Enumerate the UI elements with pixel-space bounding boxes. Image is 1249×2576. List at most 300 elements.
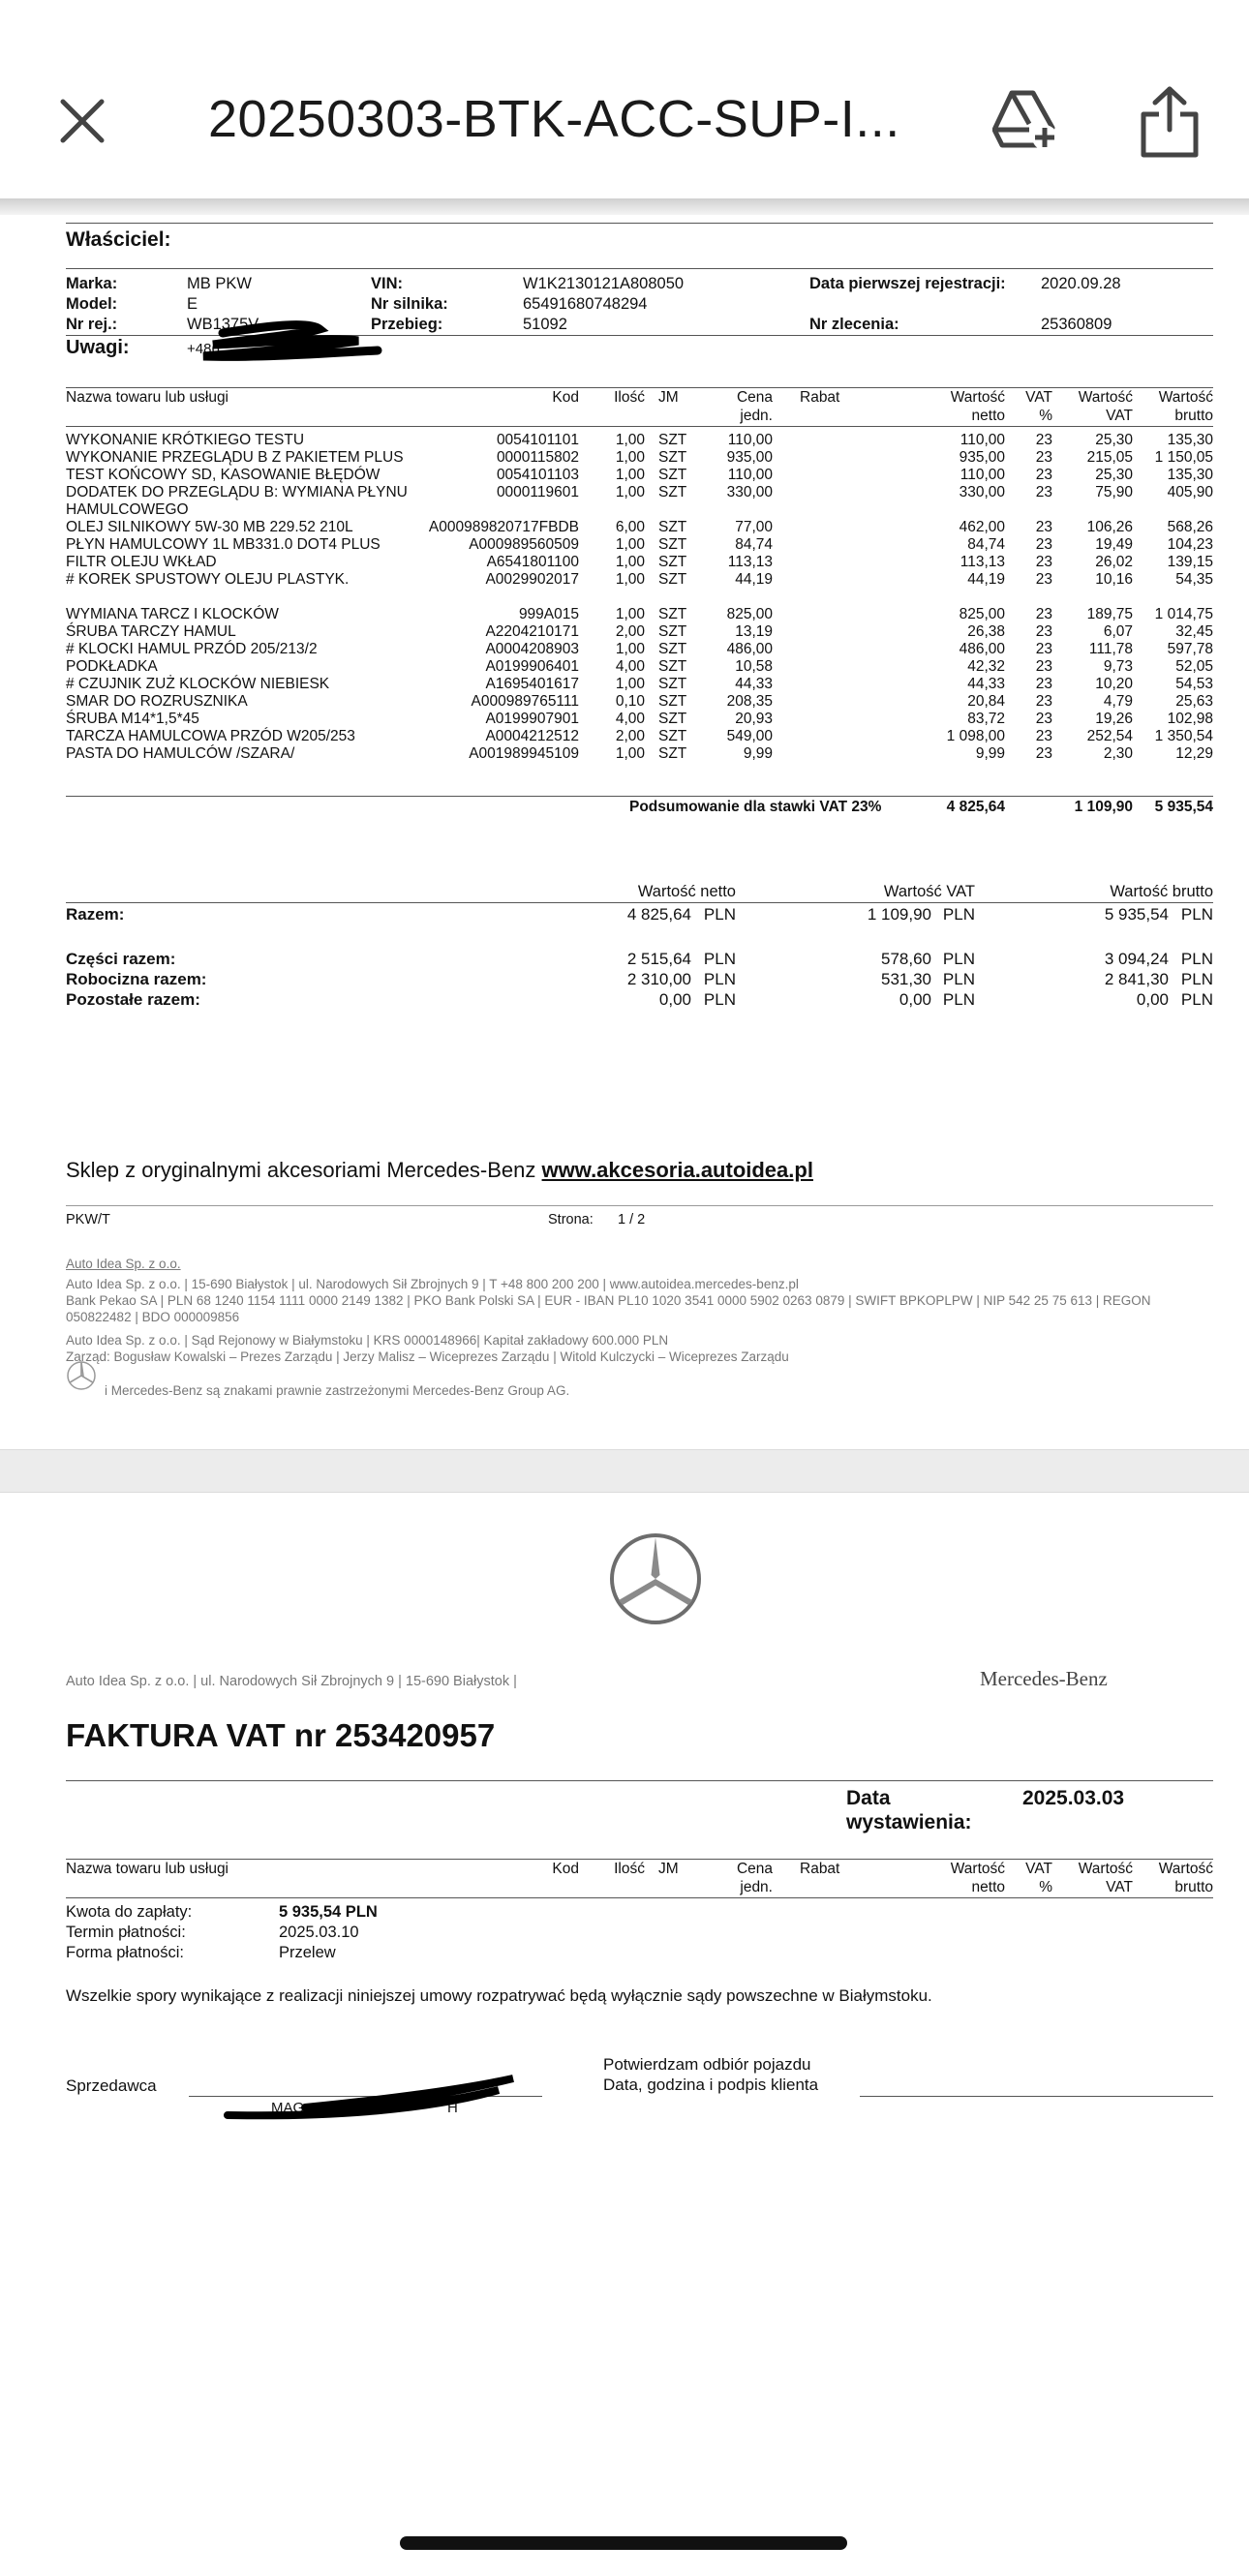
totals-netto-currency: PLN: [703, 950, 736, 968]
cell-jm: SZT: [658, 658, 687, 675]
cell-netto: 9,99: [975, 745, 1005, 762]
totals-netto: 2 515,64: [626, 950, 691, 968]
cell-netto: 935,00: [959, 449, 1005, 466]
table-row: [0, 536, 1249, 554]
cell-wvat: 10,16: [1095, 571, 1133, 588]
cell-kod: A000989765111: [471, 693, 579, 710]
app-bar: [0, 0, 1249, 203]
cell-wvat: 19,26: [1095, 711, 1133, 727]
disputes-clause: Wszelkie spory wynikające z realizacji niniejszej umowy rozpatrywać będą wyłącznie sądy powszechne w Białymstoku.: [66, 1986, 932, 2005]
vat-summary-label: Podsumowanie dla stawki VAT 23%: [629, 799, 882, 815]
header-netto-2: netto: [971, 1879, 1005, 1895]
totals-header-netto: Wartość netto: [637, 883, 736, 900]
cell-ilosc: 0,10: [615, 693, 645, 710]
cell-netto: 110,00: [960, 467, 1005, 483]
redaction-scribble: [218, 2071, 528, 2121]
cell-ilosc: 1,00: [615, 606, 645, 622]
cell-name: # KLOCKI HAMUL PRZÓD 205/213/2: [66, 641, 318, 657]
model-label: Model:: [66, 295, 118, 313]
cell-jm: SZT: [658, 676, 687, 692]
mercedes-logo-icon: [608, 1531, 703, 1626]
page-separator: [0, 1449, 1249, 1493]
cell-vat: 23: [1035, 519, 1052, 535]
footer-line: Zarząd: Bogusław Kowalski – Prezes Zarządu | Jerzy Malisz – Wiceprezes Zarządu | Witold Kulczycki – Wiceprezes Zarządu: [66, 1349, 789, 1364]
footer-line: Bank Pekao SA | PLN 68 1240 1154 1111 0000 2149 1382 | PKO Bank Polski SA | EUR - IBAN PL10 1020 3541 0000 5902 0263 0879 | SWIFT BPKOPLPW | NIP 542 25 75 613 | REGON: [66, 1293, 1151, 1308]
cell-brutto: 54,53: [1175, 676, 1213, 692]
header-name: Nazwa towaru lub usługi: [66, 389, 229, 406]
table-row: [0, 606, 1249, 623]
cell-kod: 0000115802: [496, 449, 579, 466]
divider: [66, 796, 1213, 797]
add-to-drive-icon[interactable]: [992, 85, 1060, 153]
header-brutto: Wartość: [1158, 389, 1213, 406]
engine-number-value: 65491680748294: [523, 295, 648, 313]
cell-vat: 23: [1035, 641, 1052, 657]
cell-kod: 0054101101: [496, 432, 579, 448]
cell-netto: 42,32: [967, 658, 1005, 675]
cell-cena: 110,00: [727, 467, 773, 483]
totals-brutto: 3 094,24: [1104, 950, 1169, 968]
totals-label: Razem:: [66, 905, 125, 924]
cell-wvat: 215,05: [1086, 449, 1133, 466]
cell-name: ŚRUBA M14*1,5*45: [66, 711, 199, 727]
cell-cena: 44,33: [735, 676, 773, 692]
cell-netto: 1 098,00: [946, 728, 1005, 744]
cell-netto: 462,00: [959, 519, 1005, 535]
cell-vat: 23: [1035, 711, 1052, 727]
document-title: 20250303-BTK-ACC-SUP-I...: [208, 90, 900, 148]
registration-plate-label: Nr rej.:: [66, 316, 118, 333]
header-kod: Kod: [552, 389, 579, 406]
totals-header-brutto: Wartość brutto: [1110, 883, 1213, 900]
cell-wvat: 10,20: [1095, 676, 1133, 692]
cell-name: WYKONANIE PRZEGLĄDU B Z PAKIETEM PLUS: [66, 449, 404, 466]
cell-brutto: 568,26: [1167, 519, 1213, 535]
divider: [66, 426, 1213, 427]
cell-cena: 13,19: [735, 623, 773, 640]
totals-vat: 0,00: [899, 990, 931, 1009]
table-row: [0, 484, 1249, 501]
cell-kod: 0054101103: [496, 467, 579, 483]
remarks-label: Uwagi:: [66, 337, 130, 358]
cell-vat: 23: [1035, 571, 1052, 588]
table-header: [0, 389, 1249, 407]
cell-netto: 84,74: [967, 536, 1005, 553]
cell-name-continued: HAMULCOWEGO: [66, 501, 189, 518]
vat-summary-row: [0, 799, 1249, 816]
cell-vat: 23: [1035, 745, 1052, 762]
cell-vat: 23: [1035, 467, 1052, 483]
totals-vat: 578,60: [881, 950, 931, 968]
cell-cena: 549,00: [726, 728, 773, 744]
totals-brutto-currency: PLN: [1180, 970, 1213, 988]
header-ilosc: Ilość: [614, 1861, 645, 1877]
home-indicator[interactable]: [400, 2536, 847, 2550]
header-wvat-2: VAT: [1106, 1879, 1133, 1895]
cell-kod: 0000119601: [496, 484, 579, 500]
cell-kod: A0029902017: [485, 571, 579, 588]
cell-brutto: 139,15: [1167, 554, 1213, 570]
footer-line: Auto Idea Sp. z o.o. | Sąd Rejonowy w Białymstoku | KRS 0000148966| Kapitał zakładowy 600.000 PLN: [66, 1333, 669, 1348]
cell-brutto: 52,05: [1175, 658, 1213, 675]
engine-number-label: Nr silnika:: [371, 295, 448, 313]
header-vat: VAT: [1025, 1861, 1052, 1877]
totals-netto: 4 825,64: [626, 905, 691, 924]
header-jm: JM: [658, 1861, 679, 1877]
invoice-page-2: [0, 1493, 1249, 2576]
cell-name: OLEJ SILNIKOWY 5W-30 MB 229.52 210L: [66, 519, 353, 535]
divider: [66, 268, 1213, 269]
cell-brutto: 12,29: [1175, 745, 1213, 762]
totals-brutto-currency: PLN: [1180, 905, 1213, 924]
confirmation-text-2: Data, godzina i podpis klienta: [603, 2076, 819, 2094]
table-row-continuation: [0, 501, 1249, 519]
header-rabat: Rabat: [800, 1861, 840, 1877]
cell-jm: SZT: [658, 519, 687, 535]
cell-cena: 110,00: [727, 432, 773, 448]
cell-brutto: 102,98: [1167, 711, 1213, 727]
header-netto: Wartość: [950, 389, 1005, 406]
cell-netto: 825,00: [959, 606, 1005, 622]
amount-due-value: 5 935,54 PLN: [279, 1903, 378, 1921]
header-brutto-2: brutto: [1174, 408, 1213, 424]
table-row: [0, 728, 1249, 745]
cell-jm: SZT: [658, 728, 687, 744]
cell-brutto: 405,90: [1167, 484, 1213, 500]
divider: [66, 1897, 1213, 1898]
cell-ilosc: 1,00: [615, 467, 645, 483]
header-wvat: Wartość: [1078, 1861, 1133, 1877]
table-row: [0, 432, 1249, 449]
header-wvat-2: VAT: [1106, 408, 1133, 424]
table-header: [0, 1861, 1249, 1878]
cell-vat: 23: [1035, 449, 1052, 466]
cell-cena: 9,99: [743, 745, 773, 762]
cell-name: # KOREK SPUSTOWY OLEJU PLASTYK.: [66, 571, 350, 588]
cell-jm: SZT: [658, 711, 687, 727]
client-signature-line: [860, 2096, 1213, 2097]
table-header-line2: [0, 408, 1249, 425]
footer-company: Auto Idea Sp. z o.o.: [66, 1257, 181, 1271]
cell-brutto: 32,45: [1175, 623, 1213, 640]
cell-kod: A000989560509: [469, 536, 579, 553]
cell-brutto: 597,78: [1167, 641, 1213, 657]
first-registration-value: 2020.09.28: [1041, 275, 1121, 292]
cell-jm: SZT: [658, 449, 687, 466]
cell-cena: 20,93: [735, 711, 773, 727]
cell-jm: SZT: [658, 536, 687, 553]
totals-brutto: 0,00: [1136, 990, 1169, 1009]
cell-ilosc: 1,00: [615, 449, 645, 466]
model-value: E: [187, 295, 198, 313]
marka-value: MB PKW: [187, 275, 252, 292]
order-number-label: Nr zlecenia:: [809, 316, 899, 333]
cell-name: PŁYN HAMULCOWY 1L MB331.0 DOT4 PLUS: [66, 536, 381, 553]
cell-ilosc: 1,00: [615, 676, 645, 692]
cell-ilosc: 1,00: [615, 571, 645, 588]
totals-brutto: 5 935,54: [1104, 905, 1169, 924]
issue-date-value: 2025.03.03: [1022, 1787, 1125, 1809]
divider: [66, 1859, 1213, 1860]
cell-ilosc: 4,00: [615, 711, 645, 727]
cell-netto: 83,72: [967, 711, 1005, 727]
cell-wvat: 252,54: [1086, 728, 1133, 744]
table-row: [0, 711, 1249, 728]
close-icon[interactable]: [53, 92, 111, 150]
totals-vat-currency: PLN: [942, 970, 975, 988]
cell-name: PODKŁADKA: [66, 658, 158, 675]
brand-wordmark: Mercedes-Benz: [980, 1667, 1108, 1690]
cell-kod: A6541801100: [486, 554, 579, 570]
divider: [66, 902, 1213, 903]
payment-method-value: Przelew: [279, 1944, 336, 1961]
header-kod: Kod: [552, 1861, 579, 1877]
cell-cena: 84,74: [735, 536, 773, 553]
cell-vat: 23: [1035, 536, 1052, 553]
cell-vat: 23: [1035, 554, 1052, 570]
totals-label: Robocizna razem:: [66, 970, 207, 988]
cell-netto: 486,00: [959, 641, 1005, 657]
cell-kod: A0199906401: [485, 658, 579, 675]
cell-vat: 23: [1035, 623, 1052, 640]
divider: [66, 223, 1213, 224]
cell-ilosc: 4,00: [615, 658, 645, 675]
cell-kod: A0004212512: [485, 728, 579, 744]
amount-due-label: Kwota do zapłaty:: [66, 1903, 193, 1921]
seller-name-end: H: [447, 2100, 458, 2116]
cell-ilosc: 2,00: [615, 623, 645, 640]
cell-cena: 330,00: [726, 484, 773, 500]
header-vat-2: %: [1039, 1879, 1052, 1895]
cell-kod: A0004208903: [485, 641, 579, 657]
header-vat-2: %: [1039, 408, 1052, 424]
cell-vat: 23: [1035, 693, 1052, 710]
totals-brutto-currency: PLN: [1180, 950, 1213, 968]
divider: [66, 1205, 1213, 1206]
first-registration-label: Data pierwszej rejestracji:: [809, 275, 1006, 292]
cell-brutto: 1 150,05: [1154, 449, 1213, 466]
cell-brutto: 54,35: [1175, 571, 1213, 588]
seller-label: Sprzedawca: [66, 2076, 157, 2095]
totals-label: Pozostałe razem:: [66, 990, 200, 1009]
remarks-value: +486: [187, 341, 220, 357]
cell-cena: 10,58: [735, 658, 773, 675]
order-number-value: 25360809: [1041, 316, 1112, 333]
cell-wvat: 2,30: [1103, 745, 1133, 762]
cell-brutto: 135,30: [1167, 467, 1213, 483]
cell-name: WYMIANA TARCZ I KLOCKÓW: [66, 606, 279, 622]
cell-jm: SZT: [658, 623, 687, 640]
cell-cena: 208,35: [726, 693, 773, 710]
cell-ilosc: 1,00: [615, 484, 645, 500]
cell-wvat: 75,90: [1095, 484, 1133, 500]
divider: [66, 1780, 1213, 1781]
totals-netto: 0,00: [658, 990, 691, 1009]
cell-ilosc: 6,00: [615, 519, 645, 535]
totals-brutto-currency: PLN: [1180, 990, 1213, 1009]
cell-vat: 23: [1035, 728, 1052, 744]
table-row: [0, 676, 1249, 693]
vat-summary-netto: 4 825,64: [946, 799, 1005, 815]
issue-date-label-2: wystawienia:: [846, 1811, 972, 1834]
cell-ilosc: 2,00: [615, 728, 645, 744]
cell-netto: 26,38: [967, 623, 1005, 640]
registration-plate-value: WB1375V: [187, 316, 259, 333]
vin-value: W1K2130121A808050: [523, 275, 685, 292]
cell-jm: SZT: [658, 484, 687, 500]
header-brutto-2: brutto: [1174, 1879, 1213, 1895]
header-brutto: Wartość: [1158, 1861, 1213, 1877]
cell-name: TEST KOŃCOWY SD, KASOWANIE BŁĘDÓW: [66, 467, 381, 483]
cell-cena: 113,13: [727, 554, 773, 570]
confirmation-text: Potwierdzam odbiór pojazdu: [603, 2055, 811, 2074]
cell-kod: A2204210171: [485, 623, 579, 640]
cell-netto: 110,00: [960, 432, 1005, 448]
cell-vat: 23: [1035, 484, 1052, 500]
header-ilosc: Ilość: [614, 389, 645, 406]
payment-deadline-value: 2025.03.10: [279, 1924, 359, 1941]
totals-vat-currency: PLN: [942, 950, 975, 968]
header-cena-2: jedn.: [740, 408, 773, 424]
table-row: [0, 554, 1249, 571]
footer-line: Auto Idea Sp. z o.o. | 15-690 Białystok | ul. Narodowych Sił Zbrojnych 9 | T +48 800 200 200 | www.autoidea.mercedes-benz.pl: [66, 1277, 799, 1291]
cell-brutto: 104,23: [1167, 536, 1213, 553]
header-cena: Cena: [736, 389, 773, 406]
totals-netto-currency: PLN: [703, 905, 736, 924]
cell-name: PASTA DO HAMULCÓW /SZARA/: [66, 745, 295, 762]
cell-wvat: 189,75: [1086, 606, 1133, 622]
issue-date-label: Data: [846, 1787, 891, 1809]
cell-cena: 486,00: [726, 641, 773, 657]
totals-label: Części razem:: [66, 950, 176, 968]
footer-line: 050822482 | BDO 000009856: [66, 1310, 240, 1324]
table-row: [0, 693, 1249, 711]
totals-netto-currency: PLN: [703, 970, 736, 988]
header-netto: Wartość: [950, 1861, 1005, 1877]
cell-brutto: 1 350,54: [1154, 728, 1213, 744]
invoice-title: FAKTURA VAT nr 253420957: [66, 1717, 496, 1753]
cell-cena: 77,00: [735, 519, 773, 535]
share-icon[interactable]: [1138, 85, 1202, 159]
cell-wvat: 9,73: [1103, 658, 1133, 675]
cell-netto: 113,13: [960, 554, 1005, 570]
header-jm: JM: [658, 389, 679, 406]
header-cena-2: jedn.: [740, 1879, 773, 1895]
header-wvat: Wartość: [1078, 389, 1133, 406]
page-label: Strona:: [548, 1212, 594, 1227]
table-header-line2: [0, 1879, 1249, 1896]
shop-text: [66, 1158, 813, 1183]
cell-wvat: 25,30: [1095, 432, 1133, 448]
cell-wvat: 26,02: [1095, 554, 1133, 570]
table-row: [0, 519, 1249, 536]
header-rabat: Rabat: [800, 389, 840, 406]
totals-vat-currency: PLN: [942, 990, 975, 1009]
cell-netto: 20,84: [967, 693, 1005, 710]
cell-kod: A0199907901: [485, 711, 579, 727]
payment-method-label: Forma płatności:: [66, 1944, 184, 1961]
cell-jm: SZT: [658, 432, 687, 448]
cell-jm: SZT: [658, 606, 687, 622]
cell-jm: SZT: [658, 554, 687, 570]
vin-label: VIN:: [371, 275, 403, 292]
totals-header-vat: Wartość VAT: [883, 883, 975, 900]
cell-jm: SZT: [658, 571, 687, 588]
cell-vat: 23: [1035, 676, 1052, 692]
table-row: [0, 449, 1249, 467]
mileage-value: 51092: [523, 316, 567, 333]
header-cena: Cena: [736, 1861, 773, 1877]
cell-wvat: 4,79: [1103, 693, 1133, 710]
mileage-label: Przebieg:: [371, 316, 443, 333]
cell-netto: 44,33: [967, 676, 1005, 692]
cell-kod: 999A015: [518, 606, 579, 622]
marka-label: Marka:: [66, 275, 118, 292]
cell-ilosc: 1,00: [615, 432, 645, 448]
cell-brutto: 1 014,75: [1154, 606, 1213, 622]
header-name: Nazwa towaru lub usługi: [66, 1861, 229, 1877]
totals-vat-currency: PLN: [942, 905, 975, 924]
cell-jm: SZT: [658, 745, 687, 762]
table-row: [0, 623, 1249, 641]
cell-wvat: 19,49: [1095, 536, 1133, 553]
table-row: [0, 745, 1249, 763]
cell-cena: 825,00: [726, 606, 773, 622]
footer-trademark: i Mercedes-Benz są znakami prawnie zastrzeżonymi Mercedes-Benz Group AG.: [105, 1383, 570, 1398]
cell-wvat: 25,30: [1095, 467, 1133, 483]
cell-name: TARCZA HAMULCOWA PRZÓD W205/253: [66, 728, 355, 744]
cell-name: ŚRUBA TARCZY HAMUL: [66, 623, 236, 640]
cell-kod: A001989945109: [469, 745, 579, 762]
redaction-scribble: [194, 319, 387, 368]
shop-link[interactable]: www.akcesoria.autoidea.pl: [541, 1158, 813, 1182]
cell-name: # CZUJNIK ZUŻ KLOCKÓW NIEBIESK: [66, 676, 330, 692]
header-netto-2: netto: [971, 408, 1005, 424]
vat-summary-vat: 1 109,90: [1074, 799, 1133, 815]
table-row: [0, 658, 1249, 676]
cell-brutto: 25,63: [1175, 693, 1213, 710]
cell-cena: 44,19: [735, 571, 773, 588]
cell-netto: 44,19: [967, 571, 1005, 588]
cell-kod: A1695401617: [485, 676, 579, 692]
page-number: 1 / 2: [618, 1212, 646, 1227]
cell-cena: 935,00: [726, 449, 773, 466]
cell-vat: 23: [1035, 658, 1052, 675]
cell-kod: A000989820717FBDB: [428, 519, 579, 535]
header-vat: VAT: [1025, 389, 1052, 406]
table-row: [0, 571, 1249, 589]
cell-name: WYKONANIE KRÓTKIEGO TESTU: [66, 432, 305, 448]
cell-name: FILTR OLEJU WKŁAD: [66, 554, 217, 570]
cell-vat: 23: [1035, 432, 1052, 448]
cell-ilosc: 1,00: [615, 641, 645, 657]
owner-label: Właściciel:: [66, 228, 171, 251]
totals-brutto: 2 841,30: [1104, 970, 1169, 988]
vat-summary-brutto: 5 935,54: [1154, 799, 1213, 815]
cell-jm: SZT: [658, 641, 687, 657]
totals-vat: 531,30: [881, 970, 931, 988]
cell-ilosc: 1,00: [615, 536, 645, 553]
cell-wvat: 106,26: [1086, 519, 1133, 535]
seller-name: MAG: [271, 2100, 305, 2116]
shop-text-label: Sklep z oryginalnymi akcesoriami Mercedes-Benz: [66, 1158, 536, 1182]
cell-name: DODATEK DO PRZEGLĄDU B: WYMIANA PŁYNU: [66, 484, 408, 500]
totals-vat: 1 109,90: [867, 905, 931, 924]
cell-ilosc: 1,00: [615, 745, 645, 762]
cell-wvat: 111,78: [1088, 641, 1133, 657]
cell-name: SMAR DO ROZRUSZNIKA: [66, 693, 248, 710]
cell-wvat: 6,07: [1103, 623, 1133, 640]
